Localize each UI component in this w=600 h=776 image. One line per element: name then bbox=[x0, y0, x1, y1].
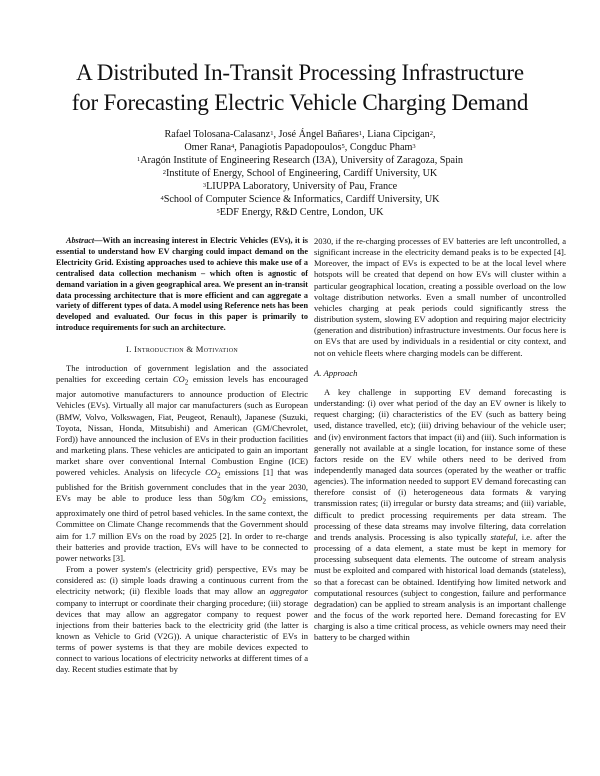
affiliation-number: 3 bbox=[202, 182, 207, 189]
abstract bbox=[56, 236, 308, 334]
emphasis: aggregator bbox=[269, 586, 308, 597]
intro-paragraph-2 bbox=[56, 564, 308, 676]
right-column bbox=[314, 236, 566, 643]
affiliation-line bbox=[40, 167, 560, 180]
formula-subscript: 2 bbox=[262, 498, 267, 507]
author-separator: , bbox=[433, 129, 436, 140]
text-run: A key challenge in supporting EV demand forecasting is understanding: (i) over what period of the day an EV owner is likely to request charging; (ii) characteristics of the EV (such as battery being used, distance travelled, etc); (iii) driving behaviour of the vehicle user; and (iv) environment factors that impact (ii) and (iii). Such information is generally not available at a single location, for instance some of these factors reside on the EV while others need to be derived from independently managed data sources (operated by the weather or traffic agencies). The information needed to support EV demand forecasting can therefore consist of (i) heterogeneous data formats & varying transmission rates; (ii) irregular or bursty data streams; and (iii) variable, difficult to predict processing requirements per data stream. The processing of these data streams may involve filtering, data correlation and trends analysis. Processing is also typically bbox=[314, 386, 566, 542]
formula: CO bbox=[250, 493, 263, 504]
affiliation-number: 4 bbox=[160, 195, 164, 202]
subsection-heading: A. Approach bbox=[314, 367, 358, 378]
affiliation-line bbox=[40, 193, 560, 206]
affiliation-number: 5 bbox=[216, 208, 220, 215]
section-title: Introduction & Motivation bbox=[134, 344, 238, 355]
title-line-2: for Forecasting Electric Vehicle Charging Demand bbox=[71, 90, 529, 115]
affiliation-text: Aragón Institute of Engineering Research (I3A), University of Zaragoza, Spain bbox=[140, 155, 464, 166]
affiliation-text: School of Computer Science & Informatics, Cardiff University, UK bbox=[163, 194, 440, 205]
text-run: From a power system's (electricity grid) perspective, EVs may be considered as: (i) simple loads drawing a continuous current from the electricity network; (ii) flexible loads that may allow an bbox=[56, 564, 308, 597]
affiliation-mark: 2 bbox=[429, 130, 434, 137]
affiliation-mark: 1 bbox=[270, 130, 274, 137]
author-line-1: Rafael Tolosana-Calasanz$^1$, José Ángel Bañares$^1$, Liana Cipcigan$^2$, bbox=[164, 129, 436, 140]
author-block bbox=[40, 128, 560, 219]
text-run: company to interrupt or coordinate their charging procedure; (iii) storage devices that may allow an aggregator company to request power injections from their batteries back to the electricity grid (the latter is known as Vehicle to Grid (V2G)). A unique characteristic of EVs in terms of power systems is that they are mobile devices expected to connect to various locations of electricity networks at different times of a day. Recent studies estimate that by bbox=[56, 597, 308, 675]
affiliation-mark: 3 bbox=[412, 143, 416, 150]
text-run: The introduction of government legislation and the associated penalties for exceeding certain bbox=[56, 363, 308, 385]
affiliation-mark: 1 bbox=[358, 130, 363, 137]
formula: CO bbox=[205, 467, 217, 478]
section-heading bbox=[56, 344, 308, 355]
author-name: Rafael Tolosana-Calasanz bbox=[164, 129, 271, 140]
left-column bbox=[56, 236, 308, 676]
text-run: emissions, approximately one third of petrol based vehicles. In the same context, the Committee on Climate Change recommends that the Government should aim for 1.7 million EVs on the road by 2025 [2]. In order to re-charge their batteries and provide traction, EVs will have to be connected to power networks [3]. bbox=[56, 493, 308, 563]
author-name: Congduc Pham bbox=[349, 142, 413, 153]
formula-subscript: 2 bbox=[184, 379, 189, 388]
formula: CO bbox=[172, 374, 185, 385]
text-run: , i.e. after the processing of a data element, a state must be kept in memory for processing subsequent data elements. The outcome of stream analysis must be exploited and compared with historical load demands (stateless), so that a forecast can be obtained. Identifying how limited network and computational resources (subject to congestion, failure and performance degradation) can be applied to stream analysis is an important challenge and the focus of the work reported here. Demand forecasting for EV charging is also a time critical process, as vehicle owners may need their battery to be charged within bbox=[314, 531, 566, 643]
author-line-2: Omer Rana$^4$, Panagiotis Papadopoulos$^5$, Congduc Pham$^3$ bbox=[184, 142, 416, 153]
author-name: Omer Rana bbox=[184, 142, 232, 153]
affiliation-line bbox=[40, 154, 560, 167]
abstract-label: Abstract bbox=[66, 236, 95, 245]
author-name: José Ángel Bañares bbox=[278, 129, 359, 140]
formula-subscript: 2 bbox=[216, 472, 221, 481]
author-name: Panagiotis Papadopoulos bbox=[239, 142, 342, 153]
affiliation-text: EDF Energy, R&D Centre, London, UK bbox=[219, 207, 384, 218]
affiliation-line bbox=[40, 206, 560, 219]
affiliation-line bbox=[40, 180, 560, 193]
intro-paragraph-1 bbox=[56, 363, 308, 564]
author-name: Liana Cipcigan bbox=[367, 129, 430, 140]
abstract-text: —With an increasing interest in Electric Vehicles (EVs), it is essential to understand how EV charging could impact demand on the Electricity Grid. Existing approaches used to achieve this make use of a centralised data collection mechanism – which often is agnostic of demand variation in a given geographical area. We present an in-transit data processing architecture that is more efficient and can aggregate a variety of different types of data. A model using Reference nets has been developed and evaluated. Our focus in this paper is primarily to introduce requirements for such an architecture. bbox=[56, 236, 308, 333]
affiliation-mark: 5 bbox=[341, 143, 345, 150]
affiliation-mark: 4 bbox=[231, 143, 235, 150]
approach-paragraph bbox=[314, 387, 566, 644]
section-number: I. bbox=[126, 344, 132, 355]
title-line-1: A Distributed In-Transit Processing Infrastructure bbox=[76, 60, 524, 85]
text-run: emission levels has encouraged major automotive manufacturers to announce production of Electric Vehicles (EVs). Virtually all major car manufacturers (such as European (BMW, Volvo, Volkswagen, Fiat, Peugeot, Renault), Japanese (Suzuki, Toyota, Nissan, Honda, Mitsubishi) and American (GM/Chevrolet, Ford)) have announced the inclusion of EVs in their production facilities and marketing plans. These vehicles are anticipated to gain an important market share over conventional Internal Combustion Engine (ICE) powered vehicles. Analysis on lifecycle bbox=[56, 374, 308, 478]
affiliation-text: LIUPPA Laboratory, University of Pau, France bbox=[206, 181, 398, 192]
affiliation-number: 1 bbox=[136, 156, 141, 163]
intro-paragraph-3: 2030, if the re-charging processes of EV batteries are left uncontrolled, a significant increase in the electricity demand peaks is to be expected [4]. Moreover, the impact of EVs is expected to be at the local level where hotspots will be created that depend on how EVs will cluster within a particular geographical location, creating a possible overload on the low voltage distribution networks. Even a small number of uncontrolled vehicles charging at peak periods could significantly stress the distribution system, slowing EV adoption and requiring major electricity (generation and distribution) infrastructure investments. Our focus here is on EVs that are used by individuals in a residential or city context, and not on vehicle fleets where charging models can be different. bbox=[314, 236, 566, 358]
affiliation-text: Institute of Energy, School of Engineering, Cardiff University, UK bbox=[165, 168, 438, 179]
emphasis: stateful bbox=[490, 531, 516, 542]
text-run: emissions [1] that was published for the British government concludes that in the year 2030, EVs may be able to produce less than 50g/km bbox=[56, 467, 309, 504]
paper-title bbox=[40, 58, 560, 118]
affiliation-number: 2 bbox=[162, 169, 166, 176]
